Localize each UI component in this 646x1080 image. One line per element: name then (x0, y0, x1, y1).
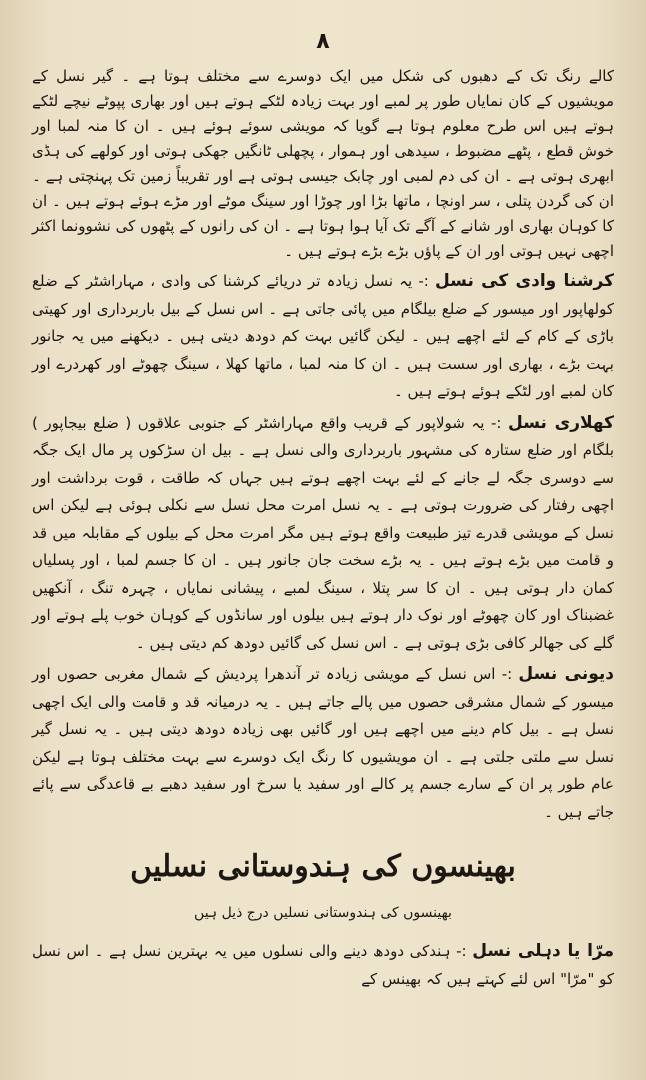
paragraph-text: اس نسل کے مویشی زیادہ تر آندھرا پردیش کے شمال مغربی حصوں اور میسور کے شمال مشرقی حصوں میں پالے جاتے ہیں ۔ یہ درمیانہ قد و قامت والی ایک اچھی نسل ہے ۔ بیل کام دینے میں اچھے ہیں اور گائیں بھی زیادہ دودھ دیتی ہیں ۔ یہ نسل گیر نسل سے ملتی جلتی ہے ۔ ان مویشیوں کا رنگ ایک دوسرے سے بہت مختلف ہوتا ہے لیکن عام طور پر ان کے سارے جسم پر کالے اور سفید یا سرخ اور سفید دھبے بے قاعدگی سے پائے جاتے ہیں ۔ (32, 665, 614, 821)
paragraph-text: کالے رنگ تک کے دھبوں کی شکل میں ایک دوسرے سے مختلف ہوتا ہے ۔ گیر نسل کے مویشیوں کے کان نمایاں طور پر لمبے اور بہت زیادہ لٹکے ہوتے ہیں اور بھاری پپوٹے نیچے لٹکے ہوتے ہیں اس طرح معلوم ہوتا ہے گویا کہ مویشی سوئے ہوئے ہیں ۔ ان کا منہ لمبا اور خوش قطع ، پٹھے مضبوط ، سیدھی اور ہموار ، پچھلی ٹانگیں جھکی ہوتی اور کولھے کی ہڈی ابھری ہوتی ہے ۔ ان کی دم لمبی اور چابک جیسی ہوتی ہے اور تقریباً زمین تک پہنچتی ہے ۔ ان کی گردن پتلی ، سر اونچا ، ماتھا بڑا اور چوڑا اور سینگ موٹے اور مڑے ہوئے ہوتے ہیں ۔ ان کا کوہان بھاری اور شانے کے آگے تک آیا ہوا ہوتا ہے ۔ ان کی رانوں کے پٹھوں کی نشوونما اکثر اچھی نہیں ہوتی اور ان کے پاؤں بڑے بڑے ہوتے ہیں ۔ (32, 67, 614, 260)
paragraph-deoni: دیونی نسل :- اس نسل کے مویشی زیادہ تر آندھرا پردیش کے شمال مغربی حصوں اور میسور کے شمال مشرقی حصوں میں پالے جاتے ہیں ۔ یہ درمیانہ قد و قامت والی ایک اچھی نسل ہے ۔ بیل کام دینے میں اچھے ہیں اور گائیں بھی زیادہ دودھ دیتی ہیں ۔ یہ نسل گیر نسل سے ملتی جلتی ہے ۔ ان مویشیوں کا رنگ ایک دوسرے سے بہت مختلف ہوتا ہے لیکن عام طور پر ان کے سارے جسم پر کالے اور سفید یا سرخ اور سفید دھبے بے قاعدگی سے پائے جاتے ہیں ۔ (32, 664, 615, 821)
breed-heading: دیونی نسل (518, 664, 615, 684)
paragraph-text: ہندکی دودھ دینے والی نسلوں میں یہ بہترین نسل ہے ۔ اس نسل کو "مرّا" اس لئے کہتے ہیں کہ بھینس کے (32, 942, 614, 988)
paragraph-text: یہ نسل زیادہ تر دریائے کرشنا کی وادی ، مہاراشٹر کے ضلع کولھاپور اور میسور کے ضلع بیلگام میں پائی جاتی ہے ۔ اس نسل کے بیل باربرداری اور کھیتی باڑی کے کام کے لئے اچھے ہیں ۔ لیکن گائیں بہت کم دودھ دیتی ہیں ۔ دیکھنے میں یہ جانور بہت بڑے ، بھاری اور سست ہیں ۔ ان کا منہ لمبا ، ماتھا کھلا ، سینگ چھوٹے اور کھردرے اور کان لمبے اور لٹکے ہوئے ہوتے ہیں ۔ (32, 272, 614, 400)
breed-heading: کرشنا وادی کی نسل (434, 271, 615, 291)
page-number: ۸ (316, 29, 330, 54)
paragraph-murrah: مرّا یا دہلی نسل :- ہندکی دودھ دینے والی نسلوں میں یہ بہترین نسل ہے ۔ اس نسل کو "مرّا" اس لئے کہتے ہیں کہ بھینس کے (32, 941, 614, 988)
paragraph-krishna-valley: کرشنا وادی کی نسل :- یہ نسل زیادہ تر دریائے کرشنا کی وادی ، مہاراشٹر کے ضلع کولھاپور اور میسور کے ضلع بیلگام میں پائی جاتی ہے ۔ اس نسل کے بیل باربرداری اور کھیتی باڑی کے کام کے لئے اچھے ہیں ۔ لیکن گائیں بہت کم دودھ دیتی ہیں ۔ دیکھنے میں یہ جانور بہت بڑے ، بھاری اور سست ہیں ۔ ان کا منہ لمبا ، ماتھا کھلا ، سینگ چھوٹے اور کھردرے اور کان لمبے اور لٹکے ہوئے ہوتے ہیں ۔ (32, 271, 615, 400)
paragraph-khillari: کھلاری نسل :- یہ شولاپور کے قریب واقع مہاراشٹر کے جنوبی علاقوں ( ضلع بیجاپور ) بلگام اور ضلع ستارہ کی مشہور باربرداری والی نسل ہے ۔ بیل ان سڑکوں پر مال ایک جگہ سے دوسری جگہ لے جانے کے لئے بہت اچھے ہوتے ہیں جہاں کہ طاقت ، قوت برداشت اور اچھی رفتار کی ضرورت ہوتی ہے ۔ یہ نسل امرت محل نسل سے نکلی ہوئی ہے لیکن اس نسل کے مویشی قدرے تیز طبیعت واقع ہوتے ہیں مگر امرت محل کے بیلوں کے مقابلہ میں قد و قامت میں بڑے ہوتے ہیں ۔ یہ بڑے سخت جان جانور ہیں ۔ ان کا جسم لمبا ، اور پسلیاں کمان دار ہوتی ہیں ۔ ان کا سر پتلا ، سینگ لمبے ، پیشانی نمایاں ، چہرہ تنگ ، آنکھیں غضبناک اور کان چھوٹے اور نوک دار ہوتے ہیں بیلوں اور سانڈوں کے کوہان خوب پلے ہوتے اور گلے کی جھالر کافی بڑی ہوتی ہے ۔ اس نسل کی گائیں دودھ کم دیتی ہیں ۔ (32, 412, 614, 652)
breed-heading: کھلاری نسل (508, 412, 614, 433)
section-subtitle: بھینسوں کی ہندوستانی نسلیں درج ذیل ہیں (194, 905, 452, 921)
paragraph-gir-description (32, 64, 614, 264)
section-title: بھینسوں کی ہندوستانی نسلیں (130, 849, 516, 884)
paragraph-text: یہ شولاپور کے قریب واقع مہاراشٹر کے جنوبی علاقوں ( ضلع بیجاپور ) بلگام اور ضلع ستارہ کی مشہور باربرداری والی نسل ہے ۔ بیل ان سڑکوں پر مال ایک جگہ سے دوسری جگہ لے جانے کے لئے بہت اچھے ہوتے ہیں جہاں کہ طاقت ، قوت برداشت اور اچھی رفتار کی ضرورت ہوتی ہے ۔ یہ نسل امرت محل نسل سے نکلی ہوئی ہے لیکن اس نسل کے مویشی قدرے تیز طبیعت واقع ہوتے ہیں مگر امرت محل کے بیلوں کے مقابلہ میں قد و قامت میں بڑے ہوتے ہیں ۔ یہ بڑے سخت جان جانور ہیں ۔ ان کا جسم لمبا ، اور پسلیاں کمان دار ہوتی ہیں ۔ ان کا سر پتلا ، سینگ لمبے ، پیشانی نمایاں ، چہرہ تنگ ، آنکھیں غضبناک اور کان چھوٹے اور نوک دار ہوتے ہیں بیلوں اور سانڈوں کے کوہان خوب پلے ہوتے اور گلے کی جھالر کافی بڑی ہوتی ہے ۔ اس نسل کی گائیں دودھ کم دیتی ہیں ۔ (32, 413, 614, 652)
breed-heading: مرّا یا دہلی نسل (472, 941, 614, 961)
